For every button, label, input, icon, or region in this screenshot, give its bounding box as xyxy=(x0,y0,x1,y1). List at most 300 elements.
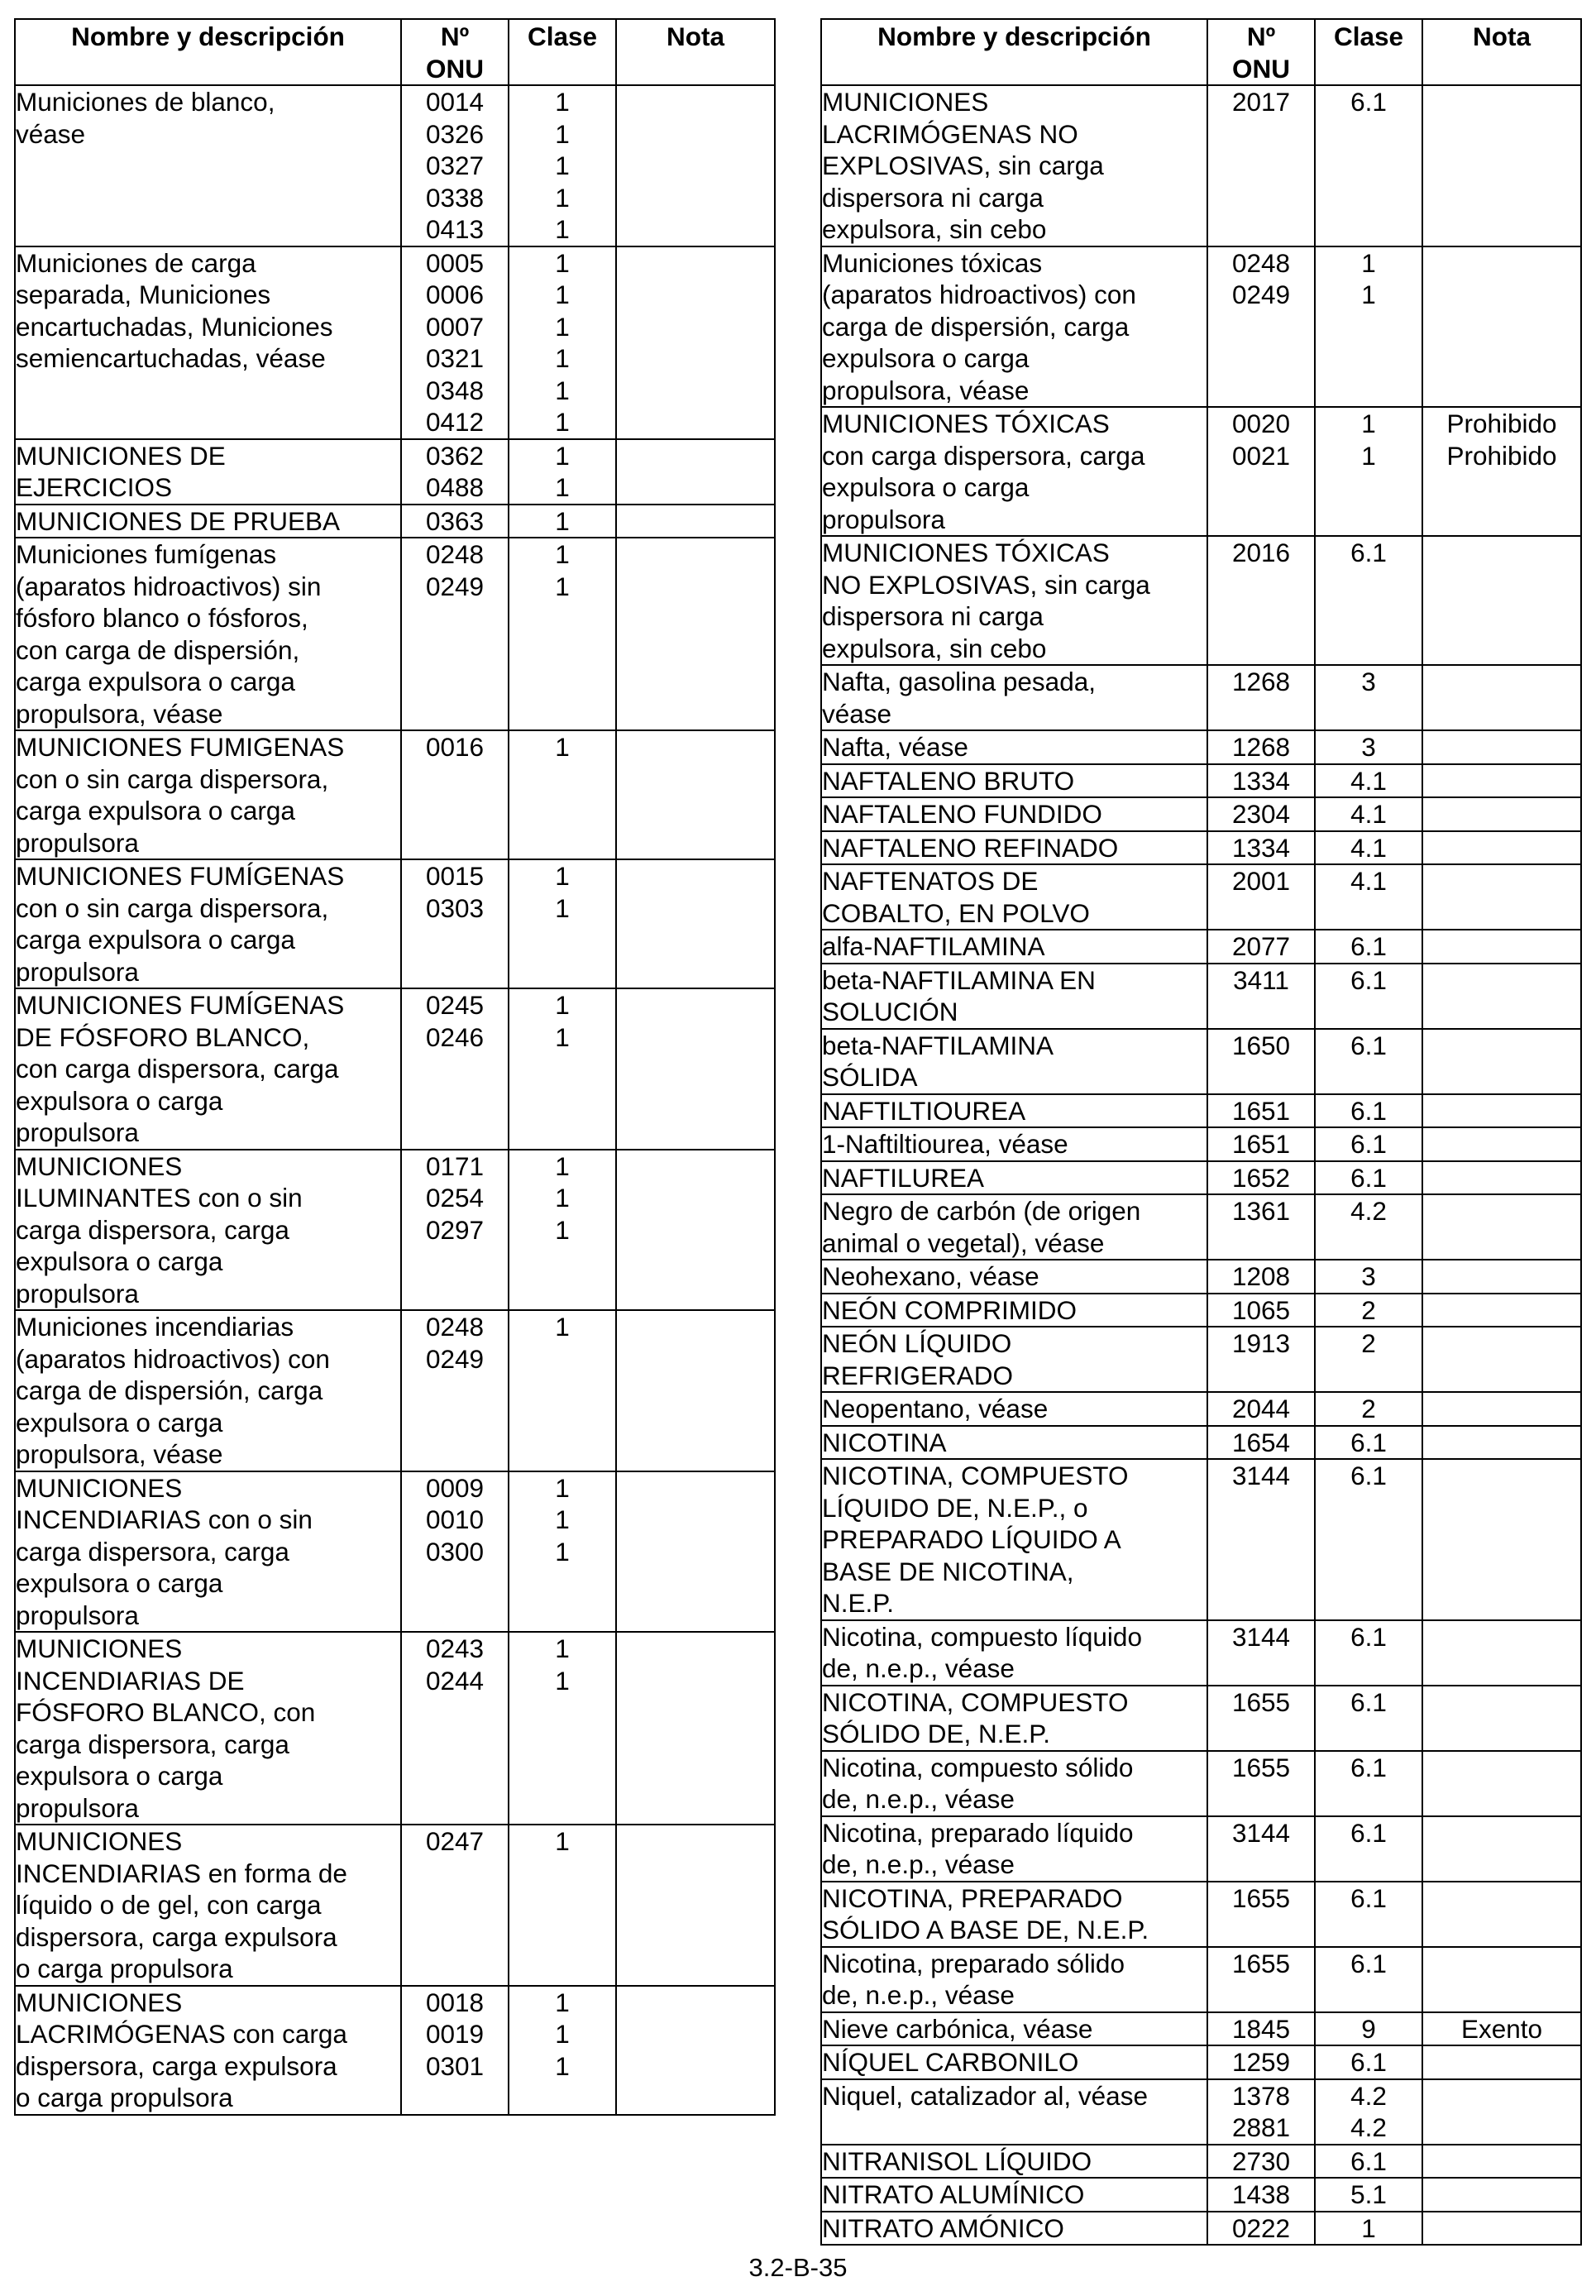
cell-name-line: (aparatos hidroactivos) con xyxy=(16,1343,330,1374)
cell-name-line: (aparatos hidroactivos) sin xyxy=(16,571,322,601)
cell-name-line: NÍQUEL CARBONILO xyxy=(822,2047,1079,2077)
cell-clase-line: 1 xyxy=(555,505,570,536)
cell-name-line: dispersora ni carga xyxy=(822,182,1044,213)
cell-onu-line: 0006 xyxy=(425,280,485,309)
cell-name-line: Municiones fumígenas xyxy=(16,539,277,569)
table-row xyxy=(821,764,1581,798)
cell-onu-line: 1845 xyxy=(1231,2013,1291,2044)
cell-onu-line: 0338 xyxy=(425,182,485,213)
cell-clase xyxy=(509,85,616,246)
cell-name xyxy=(821,1947,1207,2012)
cell-clase-line: 1 xyxy=(555,990,570,1020)
cell-nota xyxy=(1422,1260,1581,1294)
cell-name xyxy=(821,1194,1207,1260)
cell-name-line: EJERCICIOS xyxy=(16,472,173,502)
cell-onu xyxy=(1207,2145,1315,2179)
cell-clase-line: 1 xyxy=(555,182,570,213)
cell-name-line: con o sin carga dispersora, xyxy=(16,892,329,923)
header-onu: Nº ONU xyxy=(401,19,509,85)
cell-onu xyxy=(1207,2079,1315,2145)
table-row xyxy=(15,859,775,988)
cell-name xyxy=(821,665,1207,730)
cell-nota xyxy=(1422,1459,1581,1620)
cell-onu xyxy=(401,859,509,988)
cell-onu-line: 1438 xyxy=(1231,2179,1291,2209)
cell-name xyxy=(821,1029,1207,1094)
cell-clase xyxy=(1315,246,1422,408)
cell-name xyxy=(821,1127,1207,1161)
cell-name-line: N.E.P. xyxy=(822,1588,894,1618)
cell-name-line: REFRIGERADO xyxy=(822,1360,1014,1390)
table-row xyxy=(15,1471,775,1633)
cell-name-line: beta-NAFTILAMINA xyxy=(822,1030,1054,1060)
cell-onu xyxy=(1207,1294,1315,1327)
cell-name-line: EXPLOSIVAS, sin carga xyxy=(822,151,1104,180)
cell-clase xyxy=(1315,1094,1422,1128)
cell-name-line: MUNICIONES FUMÍGENAS xyxy=(16,861,345,891)
cell-name xyxy=(821,797,1207,831)
cell-clase-line: 1 xyxy=(555,1214,570,1245)
cell-onu xyxy=(1207,2212,1315,2246)
cell-clase xyxy=(1315,2045,1422,2079)
cell-nota xyxy=(616,1986,775,2115)
cell-onu xyxy=(1207,2012,1315,2046)
cell-clase xyxy=(509,1310,616,1471)
cell-nota xyxy=(1422,2178,1581,2212)
cell-onu-line: 3144 xyxy=(1231,1621,1291,1652)
cell-onu xyxy=(401,730,509,859)
cell-onu-line: 1913 xyxy=(1231,1328,1291,1358)
table-row xyxy=(821,536,1581,665)
cell-name-line: NAFTALENO REFINADO xyxy=(822,832,1119,863)
cell-onu xyxy=(401,439,509,505)
cell-clase-line: 6.1 xyxy=(1350,931,1387,961)
cell-onu-line: 0363 xyxy=(425,505,485,536)
cell-clase-line: 4.1 xyxy=(1350,832,1387,863)
cell-onu xyxy=(1207,964,1315,1029)
cell-onu-line: 0248 xyxy=(425,539,485,569)
cell-name-line: semiencartuchadas, véase xyxy=(16,343,326,373)
table-row xyxy=(821,1686,1581,1751)
cell-name-line: INCENDIARIAS DE xyxy=(16,1665,245,1696)
cell-nota-line: Exento xyxy=(1460,2013,1543,2044)
cell-nota xyxy=(616,246,775,439)
cell-clase xyxy=(1315,407,1422,536)
cell-onu-line: 0249 xyxy=(425,1343,485,1374)
cell-name-line: SOLUCIÓN xyxy=(822,997,958,1026)
cell-nota xyxy=(1422,864,1581,930)
cell-onu-line: 1655 xyxy=(1231,1686,1291,1717)
cell-onu-line: 1655 xyxy=(1231,1752,1291,1782)
cell-name-line: propulsora, véase xyxy=(16,1439,223,1469)
cell-clase-line: 6.1 xyxy=(1350,87,1387,117)
cell-name-line: NAFTILTIOUREA xyxy=(822,1095,1026,1126)
cell-clase-line: 1 xyxy=(555,539,570,569)
table-row xyxy=(821,1327,1581,1392)
cell-onu xyxy=(401,1310,509,1471)
cell-clase-line: 4.2 xyxy=(1350,2080,1387,2111)
cell-clase-line: 6.1 xyxy=(1350,1948,1387,1978)
cell-name-line: NAFTILUREA xyxy=(822,1162,985,1193)
table-row xyxy=(821,1392,1581,1426)
cell-nota xyxy=(616,85,775,246)
cell-onu-line: 2881 xyxy=(1231,2112,1291,2142)
cell-name xyxy=(821,2212,1207,2246)
cell-nota xyxy=(616,1471,775,1633)
cell-name-line: propulsora xyxy=(16,956,139,987)
cell-clase-line: 1 xyxy=(555,2019,570,2049)
cell-name xyxy=(821,1459,1207,1620)
cell-name-line: NITRATO ALUMÍNICO xyxy=(822,2179,1085,2209)
table-row xyxy=(15,85,775,246)
table-row xyxy=(821,85,1581,246)
cell-nota xyxy=(1422,2045,1581,2079)
cell-onu-line: 0015 xyxy=(425,861,485,891)
left-table xyxy=(14,18,776,2116)
cell-onu xyxy=(1207,1751,1315,1816)
cell-name xyxy=(821,85,1207,246)
table-row xyxy=(821,2045,1581,2079)
cell-name-line: carga expulsora o carga xyxy=(16,796,295,825)
table-row xyxy=(821,2012,1581,2046)
cell-name-line: de, n.e.p., véase xyxy=(822,1784,1015,1814)
cell-name-line: beta-NAFTILAMINA EN xyxy=(822,964,1096,995)
table-row xyxy=(821,2079,1581,2145)
cell-name-line: propulsora xyxy=(822,504,945,534)
cell-name-line: propulsora xyxy=(16,1117,139,1147)
cell-onu xyxy=(401,538,509,730)
cell-clase-line: 4.1 xyxy=(1350,799,1387,829)
cell-name xyxy=(821,2178,1207,2212)
cell-nota xyxy=(1422,1882,1581,1947)
table-row xyxy=(15,538,775,730)
cell-onu xyxy=(1207,246,1315,408)
table-row xyxy=(821,2212,1581,2246)
cell-nota xyxy=(1422,1194,1581,1260)
cell-name xyxy=(821,864,1207,930)
cell-clase xyxy=(1315,864,1422,930)
cell-onu-line: 0297 xyxy=(425,1214,485,1245)
cell-onu-line: 0488 xyxy=(425,472,485,502)
cell-onu-line: 0247 xyxy=(425,1826,485,1856)
cell-onu-line: 0021 xyxy=(1231,440,1291,471)
cell-clase-line: 3 xyxy=(1361,1261,1376,1291)
cell-onu xyxy=(401,1471,509,1633)
cell-clase xyxy=(1315,831,1422,865)
cell-clase xyxy=(509,1825,616,1986)
cell-name-line: véase xyxy=(16,118,86,149)
cell-nota xyxy=(1422,1029,1581,1094)
cell-name-line: MUNICIONES xyxy=(16,1987,183,2017)
cell-name-line: Nicotina, compuesto sólido xyxy=(822,1752,1134,1782)
cell-onu xyxy=(1207,1459,1315,1620)
cell-clase xyxy=(509,1986,616,2115)
cell-clase xyxy=(1315,2012,1422,2046)
cell-onu-line: 1259 xyxy=(1231,2047,1291,2077)
cell-name-line: MUNICIONES xyxy=(16,1472,183,1503)
right-header-row xyxy=(821,19,1581,85)
cell-name xyxy=(821,831,1207,865)
cell-clase-line: 1 xyxy=(555,472,570,502)
cell-name-line: Neopentano, véase xyxy=(822,1394,1049,1423)
cell-name xyxy=(821,1816,1207,1882)
cell-onu xyxy=(1207,1029,1315,1094)
cell-nota xyxy=(616,730,775,859)
cell-name-line: con carga dispersora, carga xyxy=(822,440,1145,471)
cell-onu-line: 0248 xyxy=(425,1312,485,1342)
cell-nota xyxy=(1422,1392,1581,1426)
cell-clase-line: 1 xyxy=(555,151,570,180)
cell-onu-line: 0301 xyxy=(425,2050,485,2081)
cell-clase xyxy=(509,859,616,988)
cell-name-line: dispersora, carga expulsora xyxy=(16,1921,337,1952)
cell-clase-line: 1 xyxy=(555,1987,570,2017)
cell-clase xyxy=(1315,964,1422,1029)
cell-onu-line: 0222 xyxy=(1231,2212,1291,2243)
cell-onu-line: 3144 xyxy=(1231,1461,1291,1490)
cell-clase-line: 1 xyxy=(555,407,570,437)
cell-nota xyxy=(1422,1161,1581,1195)
table-row xyxy=(15,1310,775,1471)
cell-onu-line: 1361 xyxy=(1231,1196,1291,1226)
cell-clase xyxy=(509,538,616,730)
cell-clase-line: 1 xyxy=(555,892,570,923)
cell-name-line: Nicotina, preparado sólido xyxy=(822,1948,1125,1978)
cell-name-line: NEÓN LÍQUIDO xyxy=(822,1328,1012,1358)
cell-nota xyxy=(1422,764,1581,798)
cell-nota xyxy=(1422,2145,1581,2179)
cell-name-line: MUNICIONES xyxy=(16,1634,183,1663)
cell-name xyxy=(15,505,401,538)
cell-name-line: INCENDIARIAS con o sin xyxy=(16,1504,313,1534)
cell-onu-line: 0010 xyxy=(425,1504,485,1534)
cell-name-line: NAFTALENO FUNDIDO xyxy=(822,799,1102,829)
cell-clase xyxy=(1315,1459,1422,1620)
cell-onu-line: 3411 xyxy=(1233,964,1289,995)
cell-name-line: carga dispersora, carga xyxy=(16,1214,289,1245)
cell-clase-line: 6.1 xyxy=(1350,1095,1387,1126)
cell-name-line: MUNICIONES xyxy=(16,1826,183,1856)
cell-name-line: LACRIMÓGENAS NO xyxy=(822,118,1078,149)
cell-name-line: ILUMINANTES con o sin xyxy=(16,1183,303,1213)
cell-onu-line: 0412 xyxy=(425,407,485,437)
cell-name-line: MUNICIONES TÓXICAS xyxy=(822,409,1110,438)
cell-name-line: Municiones tóxicas xyxy=(822,247,1043,278)
cell-name-line: expulsora o carga xyxy=(16,1246,223,1276)
cell-clase xyxy=(509,1471,616,1633)
cell-name-line: propulsora xyxy=(16,1792,139,1823)
cell-onu xyxy=(1207,831,1315,865)
cell-name-line: con carga de dispersión, xyxy=(16,634,300,665)
cell-clase-line: 1 xyxy=(555,214,570,244)
cell-clase xyxy=(509,246,616,439)
cell-onu-line: 0300 xyxy=(425,1536,485,1567)
cell-onu xyxy=(1207,1094,1315,1128)
cell-clase-line: 1 xyxy=(555,1312,570,1342)
cell-clase xyxy=(1315,1686,1422,1751)
cell-nota xyxy=(616,505,775,538)
right-table xyxy=(820,18,1582,2246)
cell-name-line: MUNICIONES DE xyxy=(16,440,226,471)
cell-clase xyxy=(509,730,616,859)
cell-onu-line: 3144 xyxy=(1231,1817,1291,1848)
cell-nota xyxy=(1422,1426,1581,1460)
cell-onu xyxy=(401,1150,509,1311)
cell-onu-line: 2016 xyxy=(1231,538,1291,567)
cell-name-line: Nicotina, compuesto líquido xyxy=(822,1621,1142,1652)
cell-name-line: MUNICIONES DE PRUEBA xyxy=(16,505,341,536)
cell-clase xyxy=(1315,1294,1422,1327)
table-row xyxy=(15,439,775,505)
cell-onu xyxy=(1207,1161,1315,1195)
page-number: 3.2-B-35 xyxy=(748,2253,848,2282)
cell-onu-line: 1334 xyxy=(1231,832,1291,863)
cell-name xyxy=(821,2145,1207,2179)
cell-onu-line: 1268 xyxy=(1231,732,1291,762)
cell-name-line: dispersora, carga expulsora xyxy=(16,2050,337,2081)
cell-name-line: Municiones de carga xyxy=(16,247,256,278)
cell-clase-line: 1 xyxy=(555,1536,570,1567)
table-row xyxy=(15,1150,775,1311)
cell-onu-line: 2304 xyxy=(1231,799,1291,829)
cell-onu-line: 0327 xyxy=(425,151,485,180)
cell-clase-line: 1 xyxy=(555,2050,570,2081)
cell-onu-line: 0254 xyxy=(425,1183,485,1213)
cell-onu xyxy=(401,1986,509,2115)
cell-name xyxy=(15,1986,401,2115)
cell-onu-line: 1650 xyxy=(1231,1030,1291,1060)
table-row xyxy=(821,1816,1581,1882)
cell-onu-line: 0009 xyxy=(425,1472,485,1503)
cell-clase-line: 1 xyxy=(1361,2212,1376,2243)
cell-name-line: expulsora o carga xyxy=(16,1085,223,1116)
cell-nota xyxy=(1422,536,1581,665)
cell-onu xyxy=(401,505,509,538)
cell-clase xyxy=(509,1150,616,1311)
cell-nota xyxy=(1422,1816,1581,1882)
cell-nota-line: Prohibido xyxy=(1446,440,1557,471)
table-row xyxy=(821,1127,1581,1161)
cell-onu xyxy=(401,1825,509,1986)
cell-onu-line: 1651 xyxy=(1231,1129,1291,1159)
cell-name-line: COBALTO, EN POLVO xyxy=(822,897,1090,928)
cell-name-line: o carga propulsora xyxy=(16,1954,233,1983)
cell-name-line: con o sin carga dispersora, xyxy=(16,763,329,794)
cell-clase-line: 1 xyxy=(555,343,570,373)
cell-onu-line: 0007 xyxy=(425,311,485,342)
table-row xyxy=(821,831,1581,865)
cell-name-line: NAFTALENO BRUTO xyxy=(822,765,1075,796)
cell-name-line: fósforo blanco o fósforos, xyxy=(16,603,308,633)
cell-name-line: encartuchadas, Municiones xyxy=(16,311,333,342)
left-table-body xyxy=(15,85,775,2115)
cell-clase-line: 6.1 xyxy=(1350,1882,1387,1913)
cell-clase-line: 1 xyxy=(555,1021,570,1052)
cell-clase-line: 1 xyxy=(555,311,570,342)
table-row xyxy=(821,246,1581,408)
cell-clase-line: 6.1 xyxy=(1350,538,1387,567)
cell-clase-line: 6.1 xyxy=(1350,964,1387,995)
cell-clase-line: 4.2 xyxy=(1350,1196,1387,1226)
cell-onu xyxy=(1207,730,1315,764)
cell-nota xyxy=(1422,930,1581,964)
cell-name xyxy=(821,1751,1207,1816)
cell-name xyxy=(15,859,401,988)
cell-name-line: expulsora, sin cebo xyxy=(822,214,1047,244)
cell-name-line: LACRIMÓGENAS con carga xyxy=(16,2019,347,2049)
cell-nota xyxy=(616,439,775,505)
cell-clase-line: 1 xyxy=(555,375,570,405)
cell-nota xyxy=(1422,407,1581,536)
cell-clase-line: 1 xyxy=(555,1472,570,1503)
cell-clase-line: 1 xyxy=(1361,409,1376,438)
cell-nota xyxy=(1422,797,1581,831)
cell-onu-line: 0348 xyxy=(425,375,485,405)
cell-name xyxy=(821,1620,1207,1686)
cell-nota xyxy=(1422,1947,1581,2012)
cell-nota xyxy=(1422,1620,1581,1686)
cell-name-line: NAFTENATOS DE xyxy=(822,866,1039,896)
cell-onu-line: 0018 xyxy=(425,1987,485,2017)
cell-clase-line: 6.1 xyxy=(1350,1129,1387,1159)
cell-onu-line: 0019 xyxy=(425,2019,485,2049)
cell-name-line: Nafta, gasolina pesada, xyxy=(822,667,1096,696)
table-row xyxy=(821,1294,1581,1327)
cell-onu xyxy=(401,246,509,439)
cell-nota xyxy=(1422,246,1581,408)
cell-clase xyxy=(1315,1161,1422,1195)
cell-name-line: Neohexano, véase xyxy=(822,1261,1039,1291)
cell-onu-line: 0243 xyxy=(425,1634,485,1663)
cell-onu xyxy=(1207,1392,1315,1426)
cell-onu-line: 0245 xyxy=(425,990,485,1020)
cell-name xyxy=(821,1327,1207,1392)
cell-name xyxy=(15,1150,401,1311)
cell-name xyxy=(821,964,1207,1029)
cell-onu xyxy=(1207,1882,1315,1947)
table-row xyxy=(821,797,1581,831)
cell-name xyxy=(821,1882,1207,1947)
cell-onu xyxy=(1207,1686,1315,1751)
cell-onu-line: 1334 xyxy=(1231,765,1291,796)
table-row xyxy=(821,1029,1581,1094)
cell-nota xyxy=(616,1150,775,1311)
cell-onu xyxy=(1207,85,1315,246)
cell-name-line: NITRANISOL LÍQUIDO xyxy=(822,2145,1092,2176)
cell-onu-line: 0249 xyxy=(1231,280,1291,309)
cell-onu xyxy=(1207,864,1315,930)
cell-onu-line: 0014 xyxy=(425,87,485,117)
cell-name xyxy=(821,1260,1207,1294)
left-header-row xyxy=(15,19,775,85)
cell-onu-line: 2044 xyxy=(1231,1394,1291,1423)
cell-name-line: líquido o de gel, con carga xyxy=(16,1890,322,1920)
cell-name-line: NEÓN COMPRIMIDO xyxy=(822,1294,1078,1325)
cell-clase-line: 6.1 xyxy=(1350,1461,1387,1490)
cell-name xyxy=(15,1825,401,1986)
table-row xyxy=(821,1426,1581,1460)
table-row xyxy=(821,964,1581,1029)
cell-nota xyxy=(1422,85,1581,246)
cell-clase-line: 2 xyxy=(1361,1394,1376,1423)
cell-onu xyxy=(1207,536,1315,665)
cell-onu-line: 2001 xyxy=(1231,866,1291,896)
cell-name-line: FÓSFORO BLANCO, con xyxy=(16,1697,316,1727)
cell-clase-line: 2 xyxy=(1361,1328,1376,1358)
cell-onu xyxy=(1207,2178,1315,2212)
cell-clase xyxy=(1315,665,1422,730)
cell-clase xyxy=(1315,2212,1422,2246)
